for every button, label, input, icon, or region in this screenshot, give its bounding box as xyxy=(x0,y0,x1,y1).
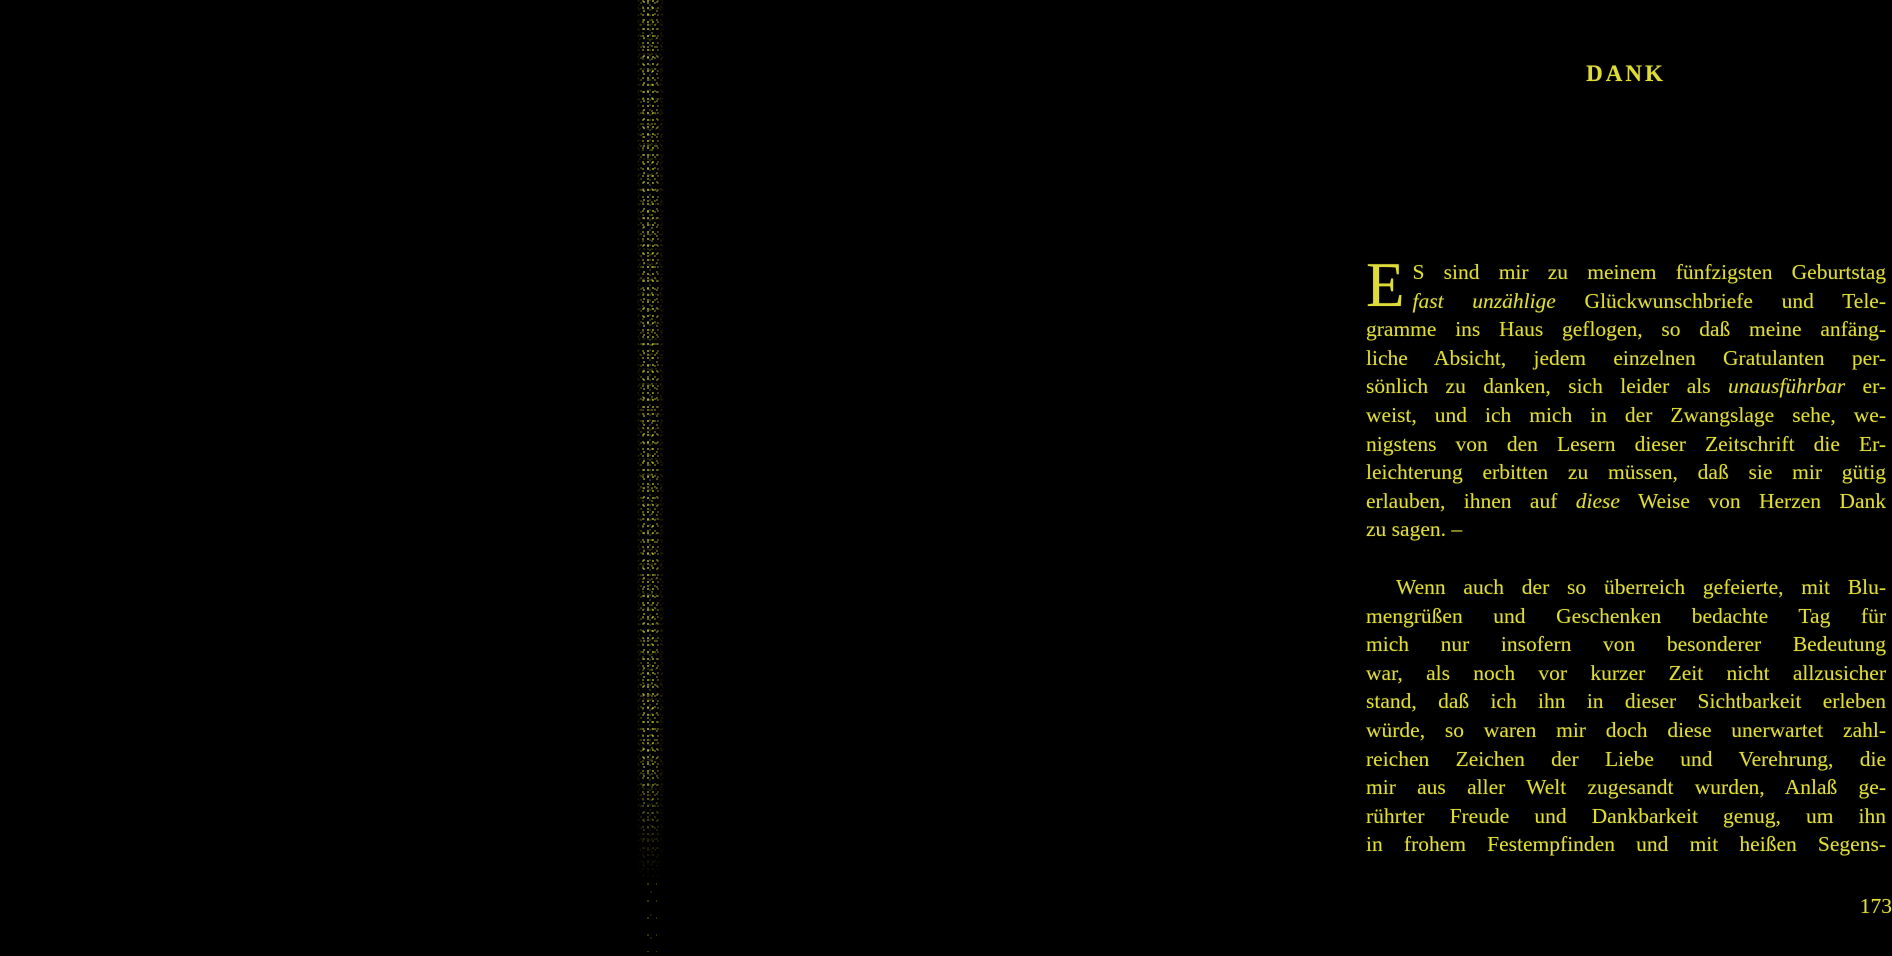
italic-text: diese xyxy=(1575,488,1620,513)
text-segment: zu sagen. – xyxy=(1366,517,1463,542)
gutter-speckle-tail xyxy=(645,880,657,952)
text-line xyxy=(1366,802,1886,831)
text-segment: erlauben, ihnen auf xyxy=(1366,488,1576,513)
text-segment: Wenn auch der so überreich gefeierte, mit Blu- xyxy=(1396,574,1886,599)
text-line xyxy=(1366,458,1886,487)
gutter-speckle-noise xyxy=(637,0,664,884)
text-line xyxy=(1366,487,1886,516)
italic-text: fast unzählige xyxy=(1412,288,1556,313)
text-line xyxy=(1366,401,1886,430)
text-segment: mir aus aller Welt zugesandt wurden, Anlaß ge- xyxy=(1366,775,1886,800)
paragraph xyxy=(1366,250,1887,544)
paragraph xyxy=(1366,573,1886,859)
text-line xyxy=(1366,830,1886,859)
text-line xyxy=(1366,515,1886,544)
text-line xyxy=(1366,372,1886,401)
right-page xyxy=(664,0,1892,956)
text-segment: reichen Zeichen der Liebe und Verehrung, die xyxy=(1366,746,1886,771)
italic-text: unausführbar xyxy=(1728,374,1846,399)
text-segment: nigstens von den Lesern dieser Zeitschrift die Er- xyxy=(1366,431,1886,456)
text-segment: leichterung erbitten zu müssen, daß sie mir gütig xyxy=(1366,460,1886,485)
text-line xyxy=(1366,573,1886,602)
text-segment: würde, so waren mir doch diese unerwartet zahl- xyxy=(1366,717,1886,742)
text-segment: mich nur insofern von besonderer Bedeutung xyxy=(1366,632,1886,657)
drop-cap: E xyxy=(1366,250,1405,320)
text-segment: Glückwunschbriefe und Tele- xyxy=(1555,288,1887,313)
text-segment: er- xyxy=(1845,374,1886,399)
text-line xyxy=(1366,344,1886,373)
text-segment: war, als noch vor kurzer Zeit nicht allzusicher xyxy=(1366,660,1886,685)
text-line xyxy=(1366,687,1886,716)
text-segment: mengrüßen und Geschenken bedachte Tag für xyxy=(1366,603,1886,628)
text-line xyxy=(1366,745,1886,774)
body-text xyxy=(1366,250,1887,859)
text-segment: stand, daß ich ihn in dieser Sichtbarkeit erleben xyxy=(1366,689,1886,714)
text-segment: Weise von Herzen Dank xyxy=(1619,488,1886,513)
text-line xyxy=(1366,716,1886,745)
text-line xyxy=(1366,659,1886,688)
text-segment: gramme ins Haus geflogen, so daß meine anfäng- xyxy=(1366,317,1886,342)
text-line xyxy=(1366,258,1886,287)
text-line xyxy=(1366,315,1886,344)
text-segment: S sind mir zu meinem fünfzigsten Geburtstag xyxy=(1412,260,1886,284)
text-line xyxy=(1366,430,1886,459)
text-line xyxy=(1366,602,1886,631)
text-line xyxy=(1366,630,1886,659)
text-segment: liche Absicht, jedem einzelnen Gratulanten per- xyxy=(1366,345,1886,370)
text-segment: sönlich zu danken, sich leider als xyxy=(1366,374,1729,399)
text-segment: in frohem Festempfinden und mit heißen Segens- xyxy=(1366,832,1886,857)
text-segment: weist, und ich mich in der Zwangslage sehe, we- xyxy=(1366,402,1886,427)
text-line xyxy=(1366,287,1886,316)
text-segment: rührter Freude und Dankbarkeit genug, um ihn xyxy=(1366,803,1886,828)
text-line xyxy=(1366,773,1886,802)
page-number: 173 xyxy=(1859,894,1892,918)
chapter-heading: DANK xyxy=(1586,61,1666,86)
left-page-blank xyxy=(0,0,636,956)
